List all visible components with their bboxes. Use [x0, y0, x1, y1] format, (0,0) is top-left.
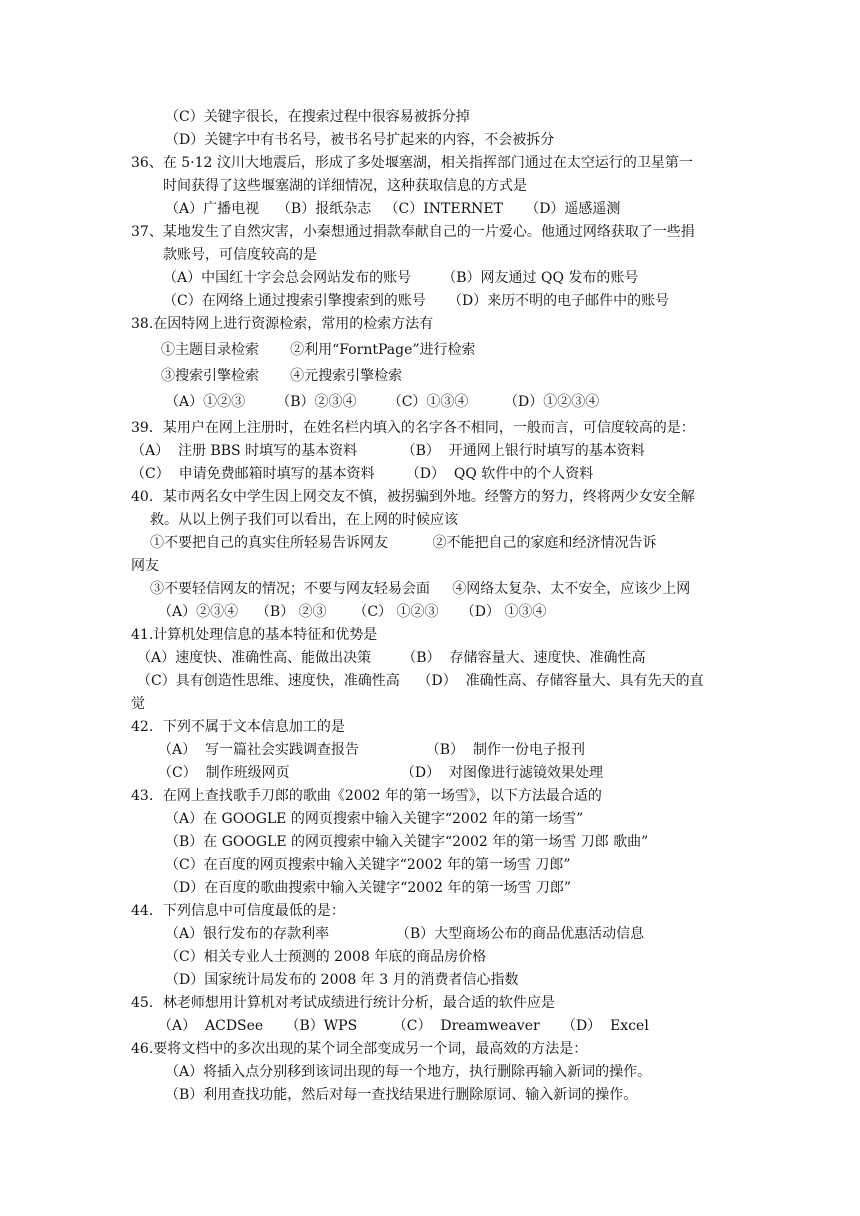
- text-line: （A）速度快、准确性高、能做出决策 （B） 存储容量大、速度快、准确性高: [137, 650, 646, 666]
- text-line: （A）将插入点分别移到该词出现的每一个地方，执行删除再输入新词的操作。: [165, 1064, 652, 1080]
- text-line: 网友: [131, 558, 159, 574]
- text-line: 39．某用户在网上注册时，在姓名栏内填入的名字各不相同，一般而言，可信度较高的是：: [131, 420, 695, 436]
- text-line: 44．下列信息中可信度最低的是：: [131, 903, 345, 919]
- text-line: 41.计算机处理信息的基本特征和优势是: [131, 627, 378, 643]
- text-line: （B）利用查找功能，然后对每一查找结果进行删除原词、输入新词的操作。: [165, 1087, 638, 1103]
- text-line: ①主题目录检索 ②利用“ForntPage”进行检索: [161, 342, 476, 358]
- text-line: 36、在 5·12 汶川大地震后，形成了多处堰塞湖，相关指挥部门通过在太空运行的卫星第一: [131, 155, 693, 171]
- text-line: （A）①②③ （B）②③④ （C）①③④ （D）①②③④: [165, 394, 600, 410]
- text-line: 43．在网上查找歌手刀郎的歌曲《2002 年的第一场雪》，以下方法最合适的: [131, 788, 602, 804]
- text-line: 40．某市两名女中学生因上网交友不慎，被拐骗到外地。经警方的努力，终将两少女安全解: [131, 489, 695, 505]
- text-line: （C） 申请免费邮箱时填写的基本资料 （D） QQ 软件中的个人资料: [131, 466, 594, 482]
- text-line: （A）广播电视 （B）报纸杂志 （C）INTERNET （D）遥感遥测: [165, 201, 621, 217]
- text-line: （A） ACDSee （B）WPS （C） Dreamweaver （D） Excel: [158, 1018, 649, 1034]
- text-line: （C）在网络上通过搜索引擎搜索到的账号 （D）来历不明的电子邮件中的账号: [163, 293, 670, 309]
- text-line: （C）具有创造性思维、速度快，准确性高 （D） 准确性高、存储容量大、具有先天的直: [137, 673, 704, 689]
- text-line: （C）关键字很长，在搜索过程中很容易被拆分掉: [165, 109, 470, 125]
- text-line: （D）在百度的歌曲搜索中输入关键字“2002 年的第一场雪 刀郎”: [165, 880, 572, 896]
- text-line: 觉: [131, 696, 145, 712]
- text-line: （A）中国红十字会总会网站发布的账号 （B）网友通过 QQ 发布的账号: [163, 270, 639, 286]
- text-line: 37、某地发生了自然灾害，小秦想通过捐款奉献自己的一片爱心。他通过网络获取了一些捐: [131, 224, 695, 240]
- text-line: 款账号，可信度较高的是: [163, 247, 317, 263]
- text-line: （A）银行发布的存款利率 （B）大型商场公布的商品优惠活动信息: [165, 926, 645, 942]
- text-line: （A） 注册 BBS 时填写的基本资料 （B） 开通网上银行时填写的基本资料: [131, 443, 645, 459]
- text-line: （C） 制作班级网页 （D） 对图像进行滤镜效果处理: [158, 765, 603, 781]
- text-line: （A）在 GOOGLE 的网页搜索中输入关键字“2002 年的第一场雪”: [165, 811, 584, 827]
- text-line: ①不要把自己的真实住所轻易告诉网友 ②不能把自己的家庭和经济情况告诉: [150, 535, 657, 551]
- text-line: （B）在 GOOGLE 的网页搜索中输入关键字“2002 年的第一场雪 刀郎 歌曲”: [165, 834, 649, 850]
- text-line: ③搜索引擎检索 ④元搜索引擎检索: [161, 368, 403, 384]
- text-line: 救。从以上例子我们可以看出，在上网的时候应该: [150, 512, 458, 528]
- text-line: 42．下列不属于文本信息加工的是: [131, 719, 345, 735]
- text-line: （D）国家统计局发布的 2008 年 3 月的消费者信心指数: [165, 972, 519, 988]
- text-line: （A）②③④ （B） ②③ （C） ①②③ （D） ①③④: [158, 604, 547, 620]
- text-line: （D）关键字中有书名号，被书名号扩起来的内容，不会被拆分: [165, 132, 555, 148]
- text-line: （A） 写一篇社会实践调查报告 （B） 制作一份电子报刊: [158, 742, 585, 758]
- text-line: （C）相关专业人士预测的 2008 年底的商品房价格: [165, 949, 487, 965]
- text-line: 时间获得了这些堰塞湖的详细情况，这种获取信息的方式是: [163, 178, 527, 194]
- text-line: 45．林老师想用计算机对考试成绩进行统计分析，最合适的软件应是: [131, 995, 555, 1011]
- text-line: 38.在因特网上进行资源检索，常用的检索方法有: [131, 316, 434, 332]
- text-line: （C）在百度的网页搜索中输入关键字“2002 年的第一场雪 刀郎”: [165, 857, 571, 873]
- text-line: 46.要将文档中的多次出现的某个词全部变成另一个词，最高效的方法是：: [131, 1041, 588, 1057]
- text-line: ③不要轻信网友的情况；不要与网友轻易会面 ④网络太复杂、太不安全，应该少上网: [150, 581, 691, 597]
